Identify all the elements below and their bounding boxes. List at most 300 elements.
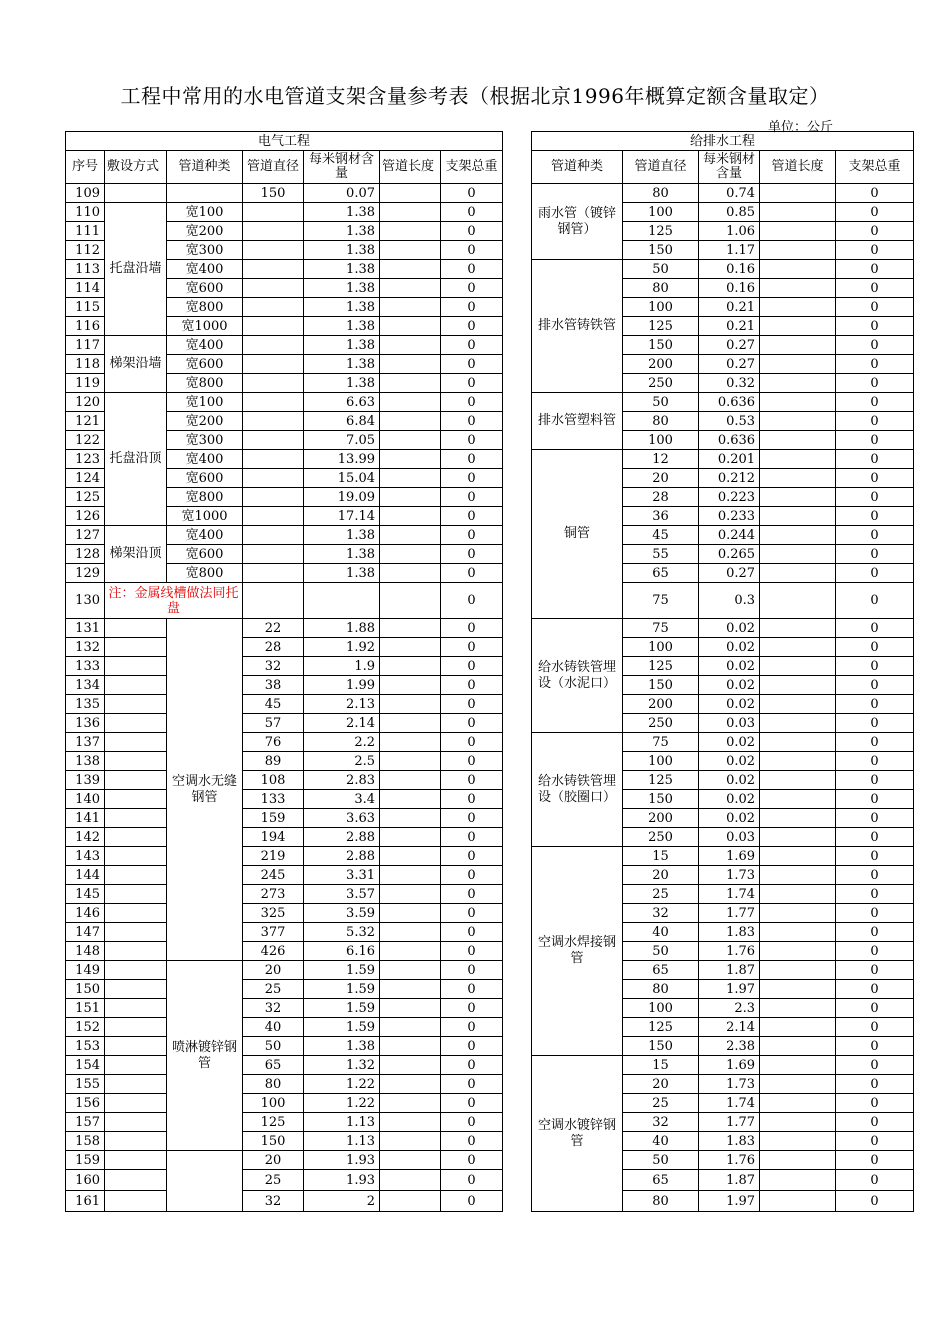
col-water-total-header: 支架总重 (836, 151, 914, 184)
water-diameter-cell: 150 (623, 241, 699, 260)
seq-cell: 116 (66, 317, 105, 336)
diameter-cell (243, 545, 304, 564)
total-weight-cell: 0 (441, 1094, 503, 1113)
steel-per-m-cell: 0.07 (304, 184, 380, 203)
steel-per-m-cell: 6.63 (304, 393, 380, 412)
steel-per-m-cell: 1.38 (304, 241, 380, 260)
water-diameter-cell: 75 (623, 733, 699, 752)
length-cell (380, 866, 441, 885)
section-gap (503, 412, 532, 431)
table-row (66, 298, 914, 317)
diameter-cell: 25 (243, 980, 304, 999)
water-steel-per-m-cell: 0.265 (699, 545, 760, 564)
laying-method-cell (105, 961, 167, 980)
length-cell (380, 619, 441, 638)
water-diameter-cell: 50 (623, 1151, 699, 1170)
water-length-cell (760, 828, 836, 847)
water-length-cell (760, 619, 836, 638)
length-cell (380, 980, 441, 999)
water-length-cell (760, 733, 836, 752)
water-length-cell (760, 1018, 836, 1037)
diameter-cell (243, 450, 304, 469)
length-cell (380, 733, 441, 752)
section-gap (503, 1018, 532, 1037)
col-diameter-header: 管道直径 (243, 151, 304, 184)
total-weight-cell: 0 (441, 1151, 503, 1170)
section-gap (503, 336, 532, 355)
total-weight-cell: 0 (441, 638, 503, 657)
water-length-cell (760, 507, 836, 526)
water-total-weight-cell: 0 (836, 1018, 914, 1037)
water-length-cell (760, 222, 836, 241)
water-pipe-type-cell: 给水铸铁管埋设（水泥口） (532, 619, 623, 733)
water-length-cell (760, 469, 836, 488)
water-length-cell (760, 1191, 836, 1212)
pipe-type-cell: 宽200 (167, 412, 243, 431)
steel-per-m-cell: 1.38 (304, 336, 380, 355)
section-gap (503, 260, 532, 279)
section-gap (503, 714, 532, 733)
water-total-weight-cell: 0 (836, 336, 914, 355)
water-total-weight-cell: 0 (836, 545, 914, 564)
seq-cell: 119 (66, 374, 105, 393)
water-total-weight-cell: 0 (836, 260, 914, 279)
table-row (66, 545, 914, 564)
diameter-cell: 22 (243, 619, 304, 638)
total-weight-cell: 0 (441, 374, 503, 393)
section-gap (503, 657, 532, 676)
water-total-weight-cell: 0 (836, 657, 914, 676)
water-steel-per-m-cell: 1.83 (699, 923, 760, 942)
water-total-weight-cell: 0 (836, 241, 914, 260)
water-pipe-type-cell: 铜管 (532, 450, 623, 619)
water-length-cell (760, 1056, 836, 1075)
diameter-cell (243, 488, 304, 507)
water-diameter-cell: 100 (623, 431, 699, 450)
water-length-cell (760, 279, 836, 298)
seq-cell: 159 (66, 1151, 105, 1170)
seq-cell: 135 (66, 695, 105, 714)
length-cell (380, 828, 441, 847)
steel-per-m-cell: 3.63 (304, 809, 380, 828)
table-row (66, 961, 914, 980)
water-length-cell (760, 980, 836, 999)
steel-per-m-cell: 1.38 (304, 203, 380, 222)
length-cell (380, 1075, 441, 1094)
section-gap (503, 1113, 532, 1132)
steel-per-m-cell: 1.93 (304, 1151, 380, 1170)
water-diameter-cell: 20 (623, 469, 699, 488)
water-total-weight-cell: 0 (836, 1191, 914, 1212)
section-gap (503, 317, 532, 336)
steel-per-m-cell: 2.83 (304, 771, 380, 790)
water-total-weight-cell: 0 (836, 526, 914, 545)
pipe-type-cell: 宽100 (167, 203, 243, 222)
diameter-cell: 100 (243, 1094, 304, 1113)
length-cell (380, 450, 441, 469)
laying-method-cell (105, 980, 167, 999)
water-total-weight-cell: 0 (836, 355, 914, 374)
water-length-cell (760, 317, 836, 336)
table-row (66, 317, 914, 336)
water-steel-per-m-cell: 1.97 (699, 1191, 760, 1212)
water-length-cell (760, 1151, 836, 1170)
water-total-weight-cell: 0 (836, 412, 914, 431)
water-diameter-cell: 15 (623, 1056, 699, 1075)
laying-method-cell (105, 638, 167, 657)
total-weight-cell: 0 (441, 999, 503, 1018)
diameter-cell: 28 (243, 638, 304, 657)
water-total-weight-cell: 0 (836, 1075, 914, 1094)
total-weight-cell: 0 (441, 1170, 503, 1191)
steel-per-m-cell: 1.59 (304, 999, 380, 1018)
steel-per-m-cell: 3.59 (304, 904, 380, 923)
steel-per-m-cell: 1.38 (304, 526, 380, 545)
water-length-cell (760, 355, 836, 374)
water-length-cell (760, 1170, 836, 1191)
seq-cell: 158 (66, 1132, 105, 1151)
water-diameter-cell: 55 (623, 545, 699, 564)
diameter-cell (243, 203, 304, 222)
water-steel-per-m-cell: 0.02 (699, 638, 760, 657)
water-diameter-cell: 100 (623, 203, 699, 222)
water-diameter-cell: 200 (623, 355, 699, 374)
seq-cell: 152 (66, 1018, 105, 1037)
total-weight-cell: 0 (441, 222, 503, 241)
total-weight-cell: 0 (441, 184, 503, 203)
section-gap (503, 790, 532, 809)
diameter-cell (243, 298, 304, 317)
water-steel-per-m-cell: 0.02 (699, 733, 760, 752)
water-diameter-cell: 125 (623, 222, 699, 241)
total-weight-cell: 0 (441, 790, 503, 809)
water-steel-per-m-cell: 0.16 (699, 279, 760, 298)
steel-per-m-cell: 3.31 (304, 866, 380, 885)
length-cell (380, 885, 441, 904)
water-total-weight-cell: 0 (836, 733, 914, 752)
water-steel-per-m-cell: 1.97 (699, 980, 760, 999)
water-steel-per-m-cell: 0.16 (699, 260, 760, 279)
water-diameter-cell: 80 (623, 980, 699, 999)
water-steel-per-m-cell: 1.76 (699, 942, 760, 961)
section-gap (503, 847, 532, 866)
seq-cell: 113 (66, 260, 105, 279)
water-total-weight-cell: 0 (836, 942, 914, 961)
water-diameter-cell: 15 (623, 847, 699, 866)
seq-cell: 121 (66, 412, 105, 431)
total-weight-cell: 0 (441, 355, 503, 374)
water-length-cell (760, 431, 836, 450)
water-steel-per-m-cell: 0.02 (699, 752, 760, 771)
table-row (66, 260, 914, 279)
diameter-cell: 159 (243, 809, 304, 828)
seq-cell: 126 (66, 507, 105, 526)
seq-cell: 112 (66, 241, 105, 260)
steel-per-m-cell: 1.13 (304, 1113, 380, 1132)
water-pipe-type-cell: 空调水镀锌钢管 (532, 1056, 623, 1212)
length-cell (380, 695, 441, 714)
laying-method-cell (105, 1056, 167, 1075)
steel-per-m-cell: 1.38 (304, 545, 380, 564)
laying-method-cell: 梯架沿墙 (105, 336, 167, 393)
total-weight-cell: 0 (441, 847, 503, 866)
water-length-cell (760, 526, 836, 545)
steel-per-m-cell: 1.99 (304, 676, 380, 695)
steel-per-m-cell: 2.13 (304, 695, 380, 714)
length-cell (380, 564, 441, 583)
section-gap (503, 619, 532, 638)
water-length-cell (760, 866, 836, 885)
pipe-type-cell (167, 184, 243, 203)
section-gap (503, 1191, 532, 1212)
water-length-cell (760, 657, 836, 676)
laying-method-cell (105, 1170, 167, 1191)
water-diameter-cell: 65 (623, 961, 699, 980)
diameter-cell: 273 (243, 885, 304, 904)
section-gap (503, 526, 532, 545)
seq-cell: 138 (66, 752, 105, 771)
table-row (66, 526, 914, 545)
steel-per-m-cell: 3.57 (304, 885, 380, 904)
diameter-cell: 194 (243, 828, 304, 847)
length-cell (380, 355, 441, 374)
section-gap (503, 904, 532, 923)
water-total-weight-cell: 0 (836, 923, 914, 942)
total-weight-cell: 0 (441, 431, 503, 450)
diameter-cell: 65 (243, 1056, 304, 1075)
length-cell (380, 942, 441, 961)
total-weight-cell: 0 (441, 203, 503, 222)
section-gap (503, 203, 532, 222)
length-cell (380, 184, 441, 203)
seq-cell: 154 (66, 1056, 105, 1075)
steel-per-m-cell: 1.59 (304, 961, 380, 980)
total-weight-cell: 0 (441, 488, 503, 507)
seq-cell: 110 (66, 203, 105, 222)
water-total-weight-cell: 0 (836, 1132, 914, 1151)
table-row (66, 1151, 914, 1170)
seq-cell: 141 (66, 809, 105, 828)
water-total-weight-cell: 0 (836, 676, 914, 695)
section-gap (503, 431, 532, 450)
water-pipe-type-cell: 排水管铸铁管 (532, 260, 623, 393)
water-steel-per-m-cell: 0.3 (699, 583, 760, 619)
total-weight-cell: 0 (441, 1037, 503, 1056)
laying-method-cell (105, 676, 167, 695)
water-steel-per-m-cell: 1.87 (699, 1170, 760, 1191)
steel-per-m-cell: 17.14 (304, 507, 380, 526)
water-length-cell (760, 564, 836, 583)
section-gap (503, 583, 532, 619)
water-total-weight-cell: 0 (836, 469, 914, 488)
steel-per-m-cell: 1.92 (304, 638, 380, 657)
pipe-type-cell: 宽800 (167, 564, 243, 583)
document-title: 工程中常用的水电管道支架含量参考表（根据北京1996年概算定额含量取定） (120, 84, 830, 108)
diameter-cell (243, 564, 304, 583)
col-seq-header: 序号 (66, 151, 105, 184)
length-cell (380, 904, 441, 923)
table-row (66, 203, 914, 222)
water-total-weight-cell: 0 (836, 1037, 914, 1056)
pipe-type-cell: 宽200 (167, 222, 243, 241)
table-row (66, 450, 914, 469)
steel-per-m-cell: 2.14 (304, 714, 380, 733)
electrical-section-header: 电气工程 (66, 132, 503, 151)
water-length-cell (760, 942, 836, 961)
section-gap (503, 809, 532, 828)
water-diameter-cell: 32 (623, 1113, 699, 1132)
water-steel-per-m-cell: 1.73 (699, 1075, 760, 1094)
diameter-cell (243, 374, 304, 393)
water-diameter-cell: 100 (623, 638, 699, 657)
water-length-cell (760, 999, 836, 1018)
water-steel-per-m-cell: 0.74 (699, 184, 760, 203)
water-length-cell (760, 695, 836, 714)
diameter-cell (243, 279, 304, 298)
steel-per-m-cell: 13.99 (304, 450, 380, 469)
seq-cell: 123 (66, 450, 105, 469)
water-diameter-cell: 200 (623, 809, 699, 828)
total-weight-cell: 0 (441, 942, 503, 961)
section-gap (503, 450, 532, 469)
pipe-type-cell: 宽800 (167, 374, 243, 393)
length-cell (380, 923, 441, 942)
water-total-weight-cell: 0 (836, 317, 914, 336)
water-diameter-cell: 25 (623, 1094, 699, 1113)
seq-cell: 157 (66, 1113, 105, 1132)
section-gap (503, 298, 532, 317)
steel-per-m-cell: 1.38 (304, 1037, 380, 1056)
water-diameter-cell: 250 (623, 828, 699, 847)
total-weight-cell: 0 (441, 526, 503, 545)
total-weight-cell: 0 (441, 564, 503, 583)
section-gap (503, 1056, 532, 1075)
water-diameter-cell: 36 (623, 507, 699, 526)
table-row (66, 583, 914, 619)
water-diameter-cell: 50 (623, 393, 699, 412)
seq-cell: 133 (66, 657, 105, 676)
water-length-cell (760, 450, 836, 469)
laying-method-cell (105, 809, 167, 828)
seq-cell: 145 (66, 885, 105, 904)
total-weight-cell: 0 (441, 260, 503, 279)
diameter-cell (243, 317, 304, 336)
water-total-weight-cell: 0 (836, 809, 914, 828)
seq-cell: 142 (66, 828, 105, 847)
diameter-cell: 89 (243, 752, 304, 771)
steel-per-m-cell: 2.88 (304, 828, 380, 847)
laying-method-cell (105, 1113, 167, 1132)
seq-cell: 139 (66, 771, 105, 790)
water-diameter-cell: 40 (623, 923, 699, 942)
total-weight-cell: 0 (441, 241, 503, 260)
length-cell (380, 526, 441, 545)
water-length-cell (760, 771, 836, 790)
table-row (66, 393, 914, 412)
section-gap (503, 752, 532, 771)
section-gap (503, 469, 532, 488)
col-water-pipe-type-header: 管道种类 (532, 151, 623, 184)
steel-per-m-cell: 1.38 (304, 298, 380, 317)
section-gap (503, 1170, 532, 1191)
laying-method-cell (105, 790, 167, 809)
length-cell (380, 1113, 441, 1132)
water-length-cell (760, 1132, 836, 1151)
water-length-cell (760, 1075, 836, 1094)
water-steel-per-m-cell: 0.212 (699, 469, 760, 488)
length-cell (380, 583, 441, 619)
laying-method-cell (105, 733, 167, 752)
water-steel-per-m-cell: 1.77 (699, 904, 760, 923)
length-cell (380, 1094, 441, 1113)
water-steel-per-m-cell: 1.69 (699, 847, 760, 866)
steel-per-m-cell: 6.16 (304, 942, 380, 961)
water-steel-per-m-cell: 0.27 (699, 336, 760, 355)
water-diameter-cell: 50 (623, 942, 699, 961)
seq-cell: 148 (66, 942, 105, 961)
length-cell (380, 676, 441, 695)
length-cell (380, 393, 441, 412)
length-cell (380, 771, 441, 790)
steel-per-m-cell: 1.13 (304, 1132, 380, 1151)
water-steel-per-m-cell: 1.76 (699, 1151, 760, 1170)
length-cell (380, 1037, 441, 1056)
steel-per-m-cell: 1.93 (304, 1170, 380, 1191)
steel-per-m-cell: 1.38 (304, 279, 380, 298)
steel-per-m-cell: 19.09 (304, 488, 380, 507)
total-weight-cell: 0 (441, 545, 503, 564)
water-steel-per-m-cell: 0.02 (699, 790, 760, 809)
laying-method-cell (105, 1132, 167, 1151)
laying-method-cell (105, 752, 167, 771)
laying-method-cell (105, 866, 167, 885)
laying-method-cell: 托盘沿墙 (105, 203, 167, 336)
total-weight-cell: 0 (441, 828, 503, 847)
diameter-cell: 426 (243, 942, 304, 961)
diameter-cell: 219 (243, 847, 304, 866)
col-steel-per-m-header: 每米钢材含量 (304, 151, 380, 184)
water-diameter-cell: 250 (623, 374, 699, 393)
laying-method-cell (105, 904, 167, 923)
water-length-cell (760, 809, 836, 828)
water-total-weight-cell: 0 (836, 184, 914, 203)
length-cell (380, 298, 441, 317)
section-gap (503, 828, 532, 847)
water-diameter-cell: 65 (623, 1170, 699, 1191)
seq-cell: 144 (66, 866, 105, 885)
total-weight-cell: 0 (441, 1132, 503, 1151)
total-weight-cell: 0 (441, 336, 503, 355)
water-steel-per-m-cell: 0.233 (699, 507, 760, 526)
water-steel-per-m-cell: 2.38 (699, 1037, 760, 1056)
length-cell (380, 1151, 441, 1170)
pipe-type-cell: 宽800 (167, 488, 243, 507)
section-gap (503, 488, 532, 507)
note-cell: 注：金属线槽做法同托盘 (105, 583, 243, 619)
laying-method-cell (105, 771, 167, 790)
water-steel-per-m-cell: 0.02 (699, 676, 760, 695)
diameter-cell: 50 (243, 1037, 304, 1056)
water-diameter-cell: 75 (623, 619, 699, 638)
water-steel-per-m-cell: 1.74 (699, 1094, 760, 1113)
water-length-cell (760, 1037, 836, 1056)
pipe-type-cell: 宽400 (167, 336, 243, 355)
diameter-cell: 20 (243, 961, 304, 980)
seq-cell: 150 (66, 980, 105, 999)
water-steel-per-m-cell: 0.02 (699, 695, 760, 714)
water-steel-per-m-cell: 0.636 (699, 431, 760, 450)
total-weight-cell: 0 (441, 507, 503, 526)
